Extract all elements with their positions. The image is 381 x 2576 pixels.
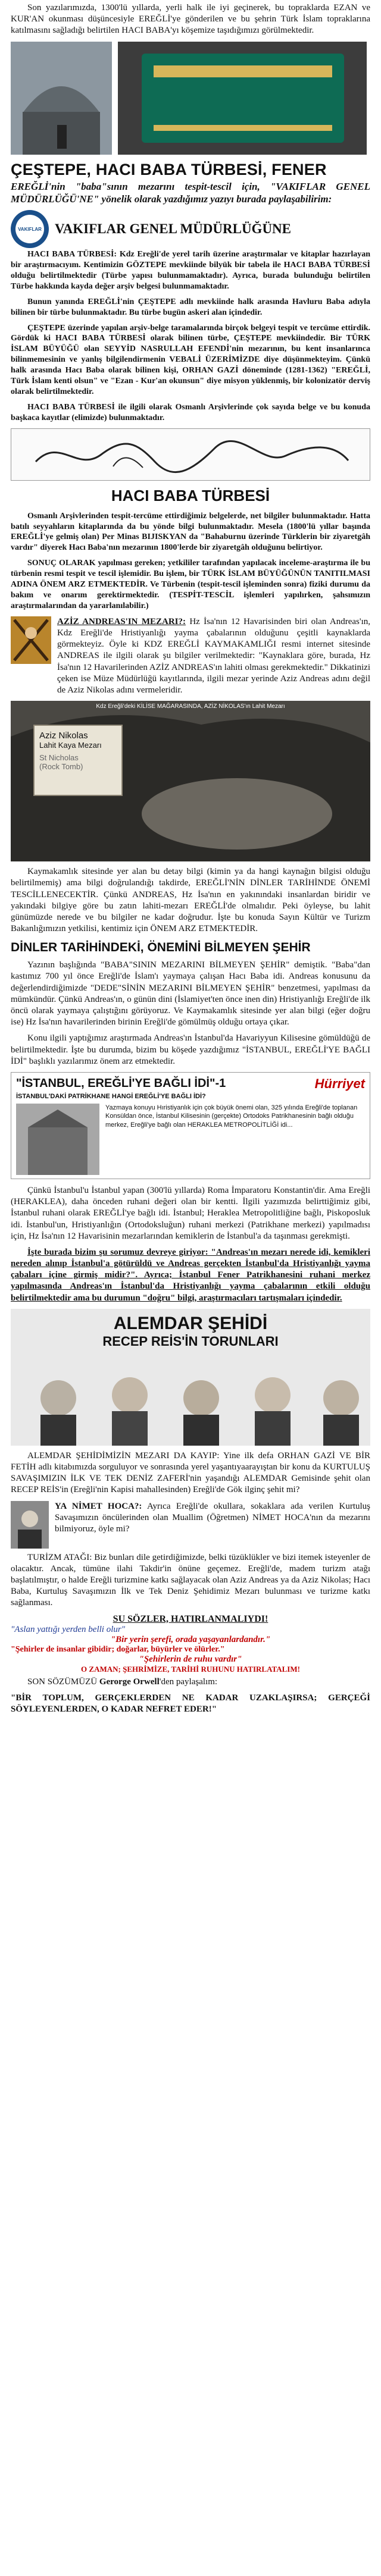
vakif-p3: ÇEŞTEPE üzerinde yapılan arşiv-belge taramalarında birçok belgeyi tespit ve tercüme ettirdik. Gördük ki HACI BABA TÜRBESİ olarak bilinen türbe, ÇEŞTEPE mevkiindedir. Bir TÜRK İSLAM BÜYÜĞÜ olan SEYYİD NASRULLAH EFENDİ'nin mezarının, bu kent insanlarınca bilinmemesinin ve yanlış bilgilendirmenin VEBALİ ÜZERİMİZDE diye düşünmekteyim. Çünkü halk arasında Hacı Baba olarak bilinen kişi, ORHAN GAZİ döneminde (1281-1362) "EREĞLİ, Türk İslam kenti olsun" ve "Ezan - Kur'an okunsun" diye misyon yüklenmiş, bir kolonizatör derviş olarak belirtilmektedir. <box>11 323 370 396</box>
istanbul-p2: İşte burada bizim şu sorumuz devreye giriyor: "Andreas'ın mezarı nerede idi, kemikleri nereden alınıp İstanbul'a götürüldü ve Andreas gerçekten İstanbul'da Hristiyanlığı yayma çabaları içine girmiş midir?". Ayrıca; İstanbul Fener Patrikhanesini ruhani merkez yapılmasında Andreas'ın İstanbul'da Hristiyanlığı yayma çabalarının etkili olduğu belirtilmektedir ama bu durumun "doğru" bilgi, araştırmacıları tartışmaları içindedir. <box>11 1247 370 1303</box>
quote-2: "Bir yerin şerefi, orada yaşayanlardandır." <box>110 1634 271 1644</box>
top-photos <box>11 42 370 155</box>
aziz-p2: Kaymakamlık sitesinde yer alan bu detay bilgi (kimin ya da hangi kaynağın bilgisi olduğu belirtilmemiş) ama bilgi doğrulandığı takdirde, EREĞLİ'NİN DİNLER TARİHİNDE ÖNEMİ TESCİLLENECEKTİR. Çünkü ANDREAS, Hz İsa'nın en yakınındaki insanlardan biridir ve yakındaki bilgiye göre bu zatın lahiti-mezarı EREĞLİ'de olmalıdır. Peki öyleyse, bu lahit günümüzde nerede ve bu bilgiler ne kadar doğrudur. İşte bu konuda Sayın Kültür ve Turizm Bakanlığımızın yetkilisi, kentimiz için ÖNEM ARZ ETMEKTEDİR. <box>11 867 370 934</box>
aziz-heading: AZİZ ANDREAS'IN MEZARI?: <box>57 616 186 626</box>
alemdar-title: ALEMDAR ŞEHİDİ <box>113 1313 268 1333</box>
news-headline: "İSTANBUL, EREĞLİ'YE BAĞLI İDİ"-1 <box>16 1077 226 1090</box>
final-a: SON SÖZÜMÜZÜ <box>27 1676 98 1687</box>
tomb-photo <box>118 42 367 155</box>
quote-4: "Şehirlerin de ruhu vardır" <box>139 1654 242 1664</box>
nimet-hoca-photo <box>11 1501 49 1549</box>
vakif-p2: Bunun yanında EREĞLİ'nin ÇEŞTEPE adlı mevkiinde halk arasında Havluru Baba adıyla bilinen bir türbe bulunmaktadır. Bu türbe bugün askeri alan içindedir. <box>11 297 370 317</box>
vakif-header <box>11 210 370 248</box>
aziz-section <box>11 616 370 696</box>
osmanli-p1: Osmanlı Arşivlerinden tespit-tercüme ettirdiğimiz belgelerde, net bilgiler bulunmaktadır. Hatta batılı seyyahların kitaplarında da bu yönde bilgi bulunmaktadır. Mesela (1800'lü yıllar başında EREĞLİ'ye gelmiş olan) Per Minas BIJISKYAN da "Bahaburnu üzerinde Türklerin bir ziyaretgâh vardır" diyerek Hacı Baba'nın mezarının 1800'lerde bir ziyaretgâh olduğunu belirtiyor. <box>11 511 370 553</box>
dome-icon <box>11 42 112 155</box>
vakif-p4: HACI BABA TÜRBESİ ile ilgili olarak Osmanlı Arşivlerinde çok sayıda belge ve bu konuda başkaca kayıtlar (elimizde) bulunmaktadır. <box>11 402 370 422</box>
vakiflar-logo: VAKIFLAR <box>11 210 49 248</box>
main-title: ÇEŞTEPE, HACI BABA TÜRBESİ, FENER <box>11 160 327 178</box>
nimet-p1: Ayrıca Ereğli'de okullara, sokaklara ada verilen Kurtuluş Savaşımızın öncülerinden olan Muallim (Öğretmen) NİMET HOCA'nın da mezarını bilmiyoruz, öyle mi? <box>55 1501 370 1534</box>
quote-5: O ZAMAN; ŞEHRİMİZE, TARİHİ RUHUNU HATIRLATALIM! <box>81 1664 300 1674</box>
dinler-heading: DİNLER TARİHİNDEKİ, ÖNEMİNİ BİLMEYEN ŞEHİR <box>11 941 311 955</box>
slogan: SU SÖZLER, HATIRLANMALIYDI! <box>113 1613 268 1624</box>
tomb-plaque: Aziz Nikolas Lahit Kaya Mezarı St Nicholas (Rock Tomb) <box>33 725 123 796</box>
istanbul-p1: Çünkü İstanbul'u İstanbul yapan (300'lü yıllarda) Roma İmparatoru Konstantin'dir. Ama Ereğli (HERAKLEA), daha önceden ruhani değeri olan bir kentti. İlgili yazımızda belirttiğimiz gibi, İstanbul ruhani olarak EREĞLİ'ye bağlı idi. İstanbul; Heraklea Metropolitliğine bağlı, Piskoposluk idi. İstanbul'un, Hristiyanlığın (Ortodoksluğun) ruhani merkezi (Patrikhane merkezi) yapılmadısı için, Hz İsa'nın 12 Havarisinin mezarlarından kemiklerin de İstanbul'a da taşınması gerekmişti. <box>11 1185 370 1241</box>
cave-photo <box>11 701 370 861</box>
alemdar-banner <box>11 1309 370 1446</box>
alemdar-p1: ALEMDAR ŞEHİDİMİZİN MEZARI DA KAYIP: Yine ilk defa ORHAN GAZİ VE BİR FETİH adlı kitabımızda sorguluyor ve sonrasında yerel yaşantıyaarayıştan bir konu da KURTULUŞ SAVAŞIMIZIN İLK VE TEK DENİZ ZAFERİ'nin yaşandığı ALEMDAR Gemisinde şehit olan RECEP REİS'in (Ereğli'nin Kapisi mahallesinden) Ereğli'de Gök ilginç şehit mi? <box>11 1450 370 1495</box>
quote-1: "Aslan yattığı yerden belli olur" <box>11 1624 126 1634</box>
final-author: Gerorge Orwell <box>99 1676 160 1687</box>
nimet-heading: YA NİMET HOCA?: <box>55 1501 142 1511</box>
final-quote: "BİR TOPLUM, GERÇEKLERDEN NE KADAR UZAKLAŞIRSA; GERÇEĞİ SÖYLEYENLERDEN, O KADAR NEFRET EDER!" <box>11 1693 370 1714</box>
building-icon <box>16 1104 99 1175</box>
news-photo <box>16 1104 99 1175</box>
handwriting-icon <box>24 431 357 478</box>
dinler-p2: Konu ilgili yaptığımız araştırmada Andreas'ın İstanbul'da Havariyyun Kilisesine gömüldüğü de belirtilmektedir. İşte bu durumda, bizim bu köşede yazdığımız "İSTANBUL, EREĞLİ'YE BAĞLI İDİ" başlıklı yazılarımız önem arz etmektedir. <box>11 1033 370 1066</box>
dinler-p1: Yazının başlığında "BABA"SININ MEZARINI BİLMEYEN ŞEHİR" demiştik. "Baba"dan kastımız 700 yıl önce Ereğli'de İslam'ı yaymaya çalışan Hacı Baba idi. Andreas konusunu da değerlendirdiğimizde "DEDE"SİNİN MEZARINI BİLMEYEN ŞEHİR" benzetmesi, yapılması da mümkündür. Çünkü Andreas'ın, o günün dini (İslamiyet'ten önce inen din) Hristiyanlığı Ereğli'de ilk öncü olarak yaymaya çalıştığını görüyoruz. Ve Kaymakamlık sitesinde yer alan bilgi (eğer doğru ise) Hz İsa'nın havarilerinden birinin Ereğli'de gömülmüş olduğu ortaya çıkar. <box>11 960 370 1027</box>
intro-paragraph: Son yazılarımızda, 1300'lü yıllarda, yerli halk ile iyi geçinerek, bu topraklarda EZAN ve KUR'AN okunması düşüncesiyle EREĞLİ'ye gönderilen ve bu şehrin Türk İslam topraklarına katılmasını sağladığı belirtilen HACI BABA'yı köşemize taşıdığımızı görülmektedir. <box>11 3 370 36</box>
news-subhead: İSTANBUL'DAKİ PATRİKHANE HANGİ EREĞLİ'YE BAĞLI İDİ? <box>16 1092 206 1100</box>
haci-baba-title: HACI BABA TÜRBESİ <box>111 486 270 504</box>
andreas-icon-photo <box>11 616 51 664</box>
handwriting-image <box>11 428 370 481</box>
nimet-section <box>11 1501 370 1549</box>
nimet-p2: TURİZM ATAĞI: Biz bunları dile getirdiğimizde, belki tüzüklükler ve bizi itemek isteyenler de olacaktır. Ancak, tümüne ilahi Takdir'in önüne geçemez. Ereğli'de, madem turizm atağı başlatılmıştır, o halde Ereğli turizmine katkı sağlayacak olan Aziz Andreas ya da Aziz Nikolas; Hacı Baba, Kurtuluş Savaşımızın İlk ve Tek Deniz Şehidimiz Mezarı bulunması ve turizme katkı sağlanması. <box>11 1552 370 1608</box>
quote-3: "Şehirler de insanlar gibidir; doğarlar, büyürler ve ölürler." <box>11 1644 225 1654</box>
cave-caption: Kdz Ereğli'deki KİLİSE MAĞARASINDA, AZİZ NİKOLAS'ın Lahit Mezarı <box>96 703 285 710</box>
news-body: Yazmaya konuyu Hıristiyanlık için çok büyük önemi olan, 325 yılında Ereğli'de toplanan Konsüldan önce, İstanbul Kilisesinin (gerçekte) Ortodoks Patrikhanesinin bağlı olduğu merkez, Ereğli'ye bağlı olan HERAKLEA METROPOLİTLİĞİ idi... <box>105 1104 358 1129</box>
portrait-icon <box>11 1501 49 1549</box>
alemdar-subtitle: RECEP REİS'İN TORUNLARI <box>102 1333 279 1349</box>
mosque-dome-photo <box>11 42 112 155</box>
main-subtitle: EREĞLİ'nin "baba"sının mezarını tespit-tescil için, "VAKIFLAR GENEL MÜDÜRLÜĞÜ'NE" yönelik olarak yazdığımız yazıyı burada paylaşabilirim: <box>11 180 370 205</box>
news-clipping <box>11 1072 370 1179</box>
tomb-icon <box>118 42 367 155</box>
vakif-p1: HACI BABA TÜRBESİ: Kdz Ereğli'de yerel tarih üzerine araştırmalar ve kitaplar hazırlayan bir araştırmacıyım. Kentimizin GÖZTEPE mevkiinde bilyük bir tabela ile HACI BABA TÜRBESİ olduğu belirtilmektedir (Türbe yapısı bulunmamaktadır). Ayrıca, burada bulunduğu belirtilen Türbe hakkında kayda değer arşiv belgesi bulunmamaktadır. <box>11 250 370 291</box>
final-b: 'den paylaşalım: <box>159 1676 218 1687</box>
vakif-heading: VAKIFLAR GENEL MÜDÜRLÜĞÜNE <box>55 221 292 237</box>
aziz-p1: Hz İsa'nın 12 Havarisinden biri olan Andreas'ın, Kdz Ereğli'de Hristiyanlığı yayma çabalarının olduğunu çeşitli kaynaklarda görmekteyiz. Öyle ki KDZ EREĞLİ KAYMAKAMLIĞI resmi internet sitesinde ANDREAS ile ilgili olarak şu bilgiler verilmektedir: "Kaynaklara göre, burada, Hz İsa'nın 12 Havarilerinden AZİZ ANDREAS'ın lahiti olması gerekmektedir." Dikkatinizi çeken ise Müze Müdürlüğü kayıtlarında, ilgili mezar yerinde Aziz Andreas adını değil de Aziz Nikolas adını vermeleridir. <box>57 616 371 695</box>
saint-icon <box>11 616 51 664</box>
hurriyet-logo: Hürriyet <box>314 1076 365 1091</box>
osmanli-p2: SONUÇ OLARAK yapılması gereken; yetkililer tarafından yapılacak inceleme-araştırma ile bu türbenin resmi tespit ve tescil işlemidir. Bu işlem, bir TÜRK İSLAM BÜYÜĞÜNÜN TANITILMASI ADINA ÖNEM ARZ ETMEKTEDİR. Ve Türbenin (tespit-tescil işleminden sonra) fiziki durumu da bakım ve onarım gerektirmektedir. (TESPİT-TESCİL işlemleri yapılırken, şahsımızın araştırmalarından da yararlanılabilir.) <box>11 559 370 610</box>
